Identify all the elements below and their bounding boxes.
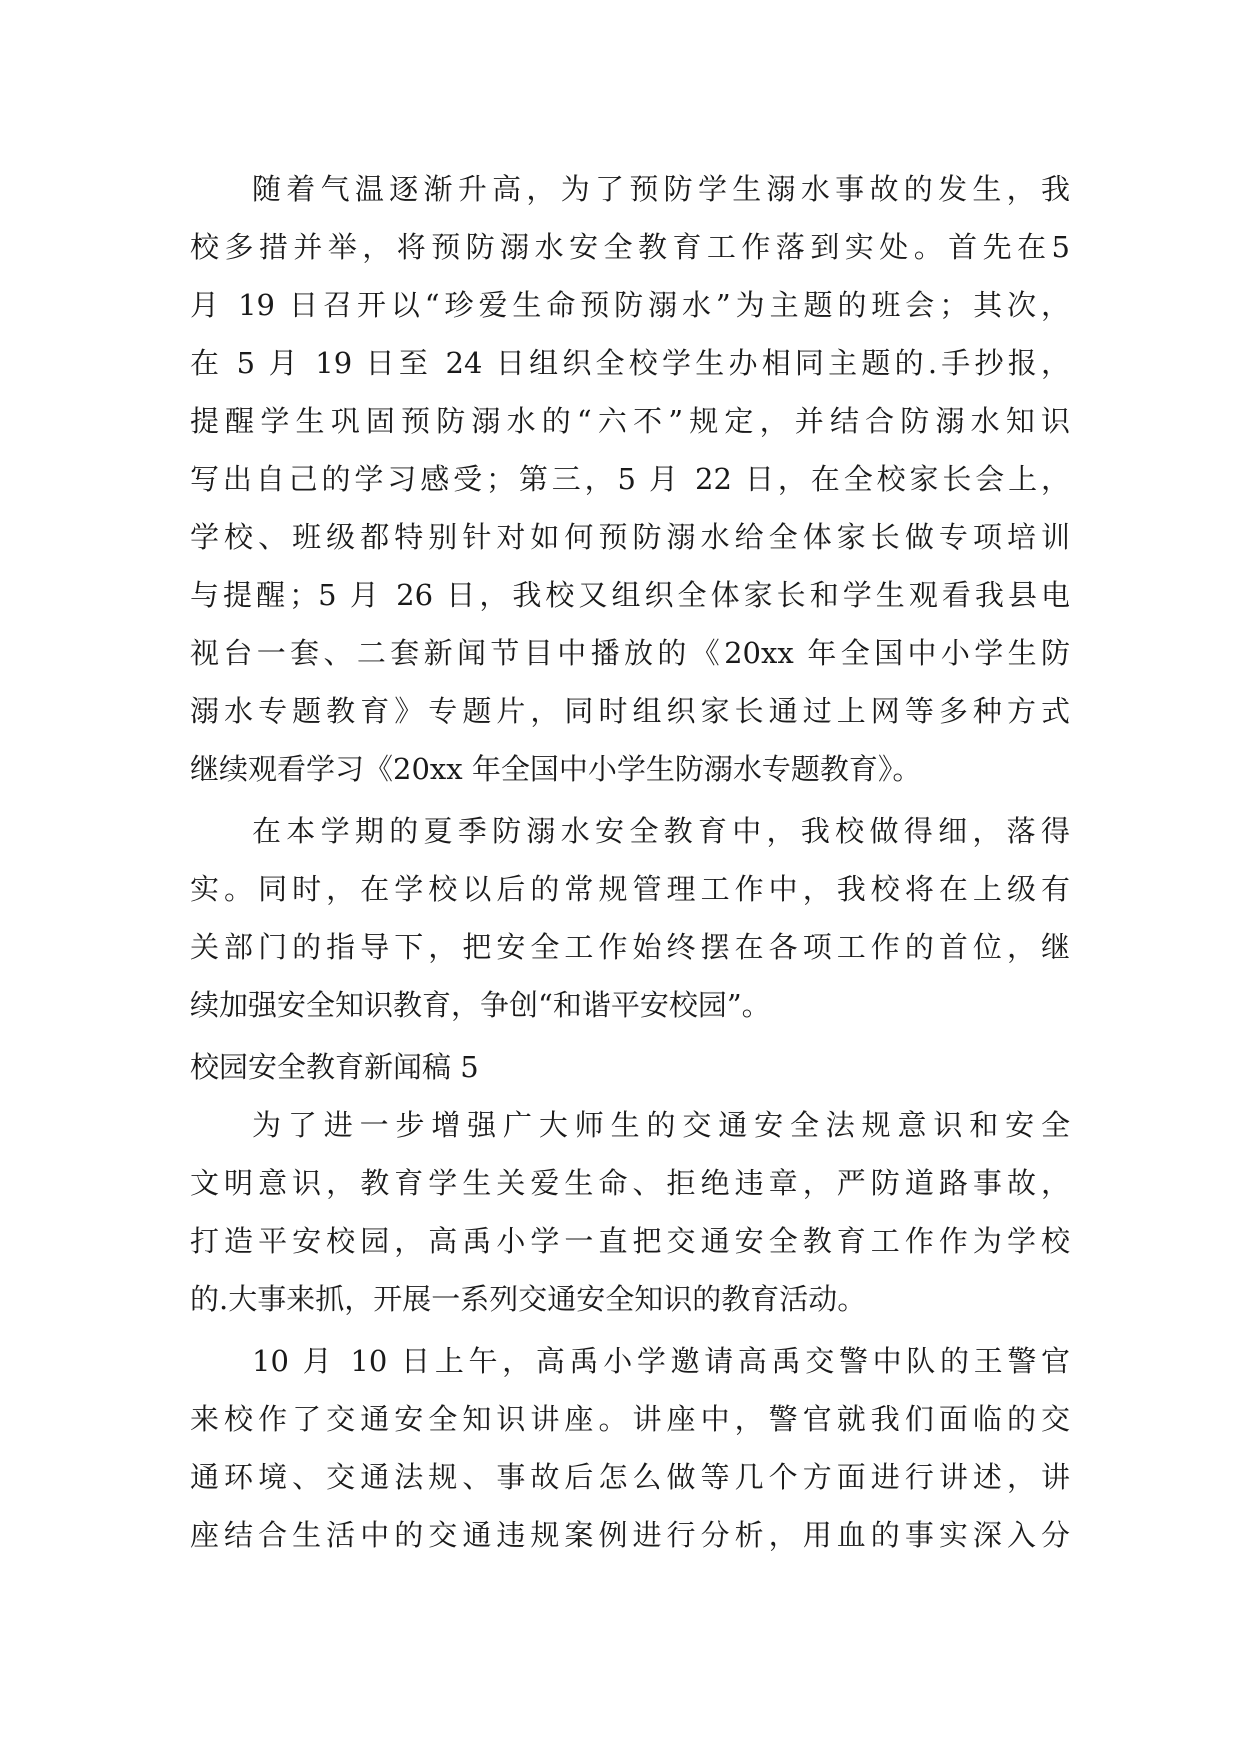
text-line: 在本学期的夏季防溺水安全教育中，我校做得细，落得 — [252, 814, 1070, 848]
text-line: 通环境、交通法规、事故后怎么做等几个方面进行讲述，讲 — [190, 1460, 1070, 1494]
text-line: 文明意识，教育学生关爱生命、拒绝违章，严防道路事故， — [190, 1166, 1070, 1200]
paragraph-summary — [190, 802, 1070, 1034]
text-line: 继续观看学习《20xx 年全国中小学生防溺水专题教育》。 — [190, 752, 922, 786]
text-line: 学校、班级都特别针对如何预防溺水给全体家长做专项培训 — [190, 520, 1070, 554]
text-line: 10 月 10 日上午，高禹小学邀请高禹交警中队的王警官 — [252, 1344, 1070, 1378]
text-line: 在 5 月 19 日至 24 日组织全校学生办相同主题的.手抄报， — [190, 346, 1070, 380]
paragraph-traffic-lecture — [190, 1332, 1070, 1564]
text-line: 提醒学生巩固预防溺水的“六不”规定，并结合防溺水知识 — [190, 404, 1070, 438]
text-line: 校多措并举，将预防溺水安全教育工作落到实处。首先在5 — [190, 230, 1070, 264]
document-page — [190, 160, 1070, 1568]
text-line: 续加强安全知识教育，争创“和谐平安校园”。 — [190, 988, 771, 1022]
text-line: 为了进一步增强广大师生的交通安全法规意识和安全 — [252, 1108, 1070, 1142]
paragraph-drowning-prevention — [190, 160, 1070, 798]
text-line: 与提醒；5 月 26 日，我校又组织全体家长和学生观看我县电 — [190, 578, 1070, 612]
text-line: 写出自己的学习感受；第三，5 月 22 日，在全校家长会上， — [190, 462, 1070, 496]
paragraph-traffic-safety-intro — [190, 1096, 1070, 1328]
text-line: 关部门的指导下，把安全工作始终摆在各项工作的首位，继 — [190, 930, 1070, 964]
text-line: 实。同时，在学校以后的常规管理工作中，我校将在上级有 — [190, 872, 1070, 906]
section-heading: 校园安全教育新闻稿 5 — [190, 1050, 479, 1084]
text-line: 视台一套、二套新闻节目中播放的《20xx 年全国中小学生防 — [190, 636, 1070, 670]
text-line: 座结合生活中的交通违规案例进行分析，用血的事实深入分 — [190, 1518, 1070, 1552]
text-line: 的.大事来抓，开展一系列交通安全知识的教育活动。 — [190, 1282, 867, 1316]
text-line: 溺水专题教育》专题片，同时组织家长通过上网等多种方式 — [190, 694, 1070, 728]
text-line: 来校作了交通安全知识讲座。讲座中，警官就我们面临的交 — [190, 1402, 1070, 1436]
text-line: 月 19 日召开以“珍爱生命预防溺水”为主题的班会；其次， — [190, 288, 1070, 322]
text-line: 随着气温逐渐升高，为了预防学生溺水事故的发生，我 — [252, 172, 1070, 206]
text-line: 打造平安校园，高禹小学一直把交通安全教育工作作为学校 — [190, 1224, 1070, 1258]
